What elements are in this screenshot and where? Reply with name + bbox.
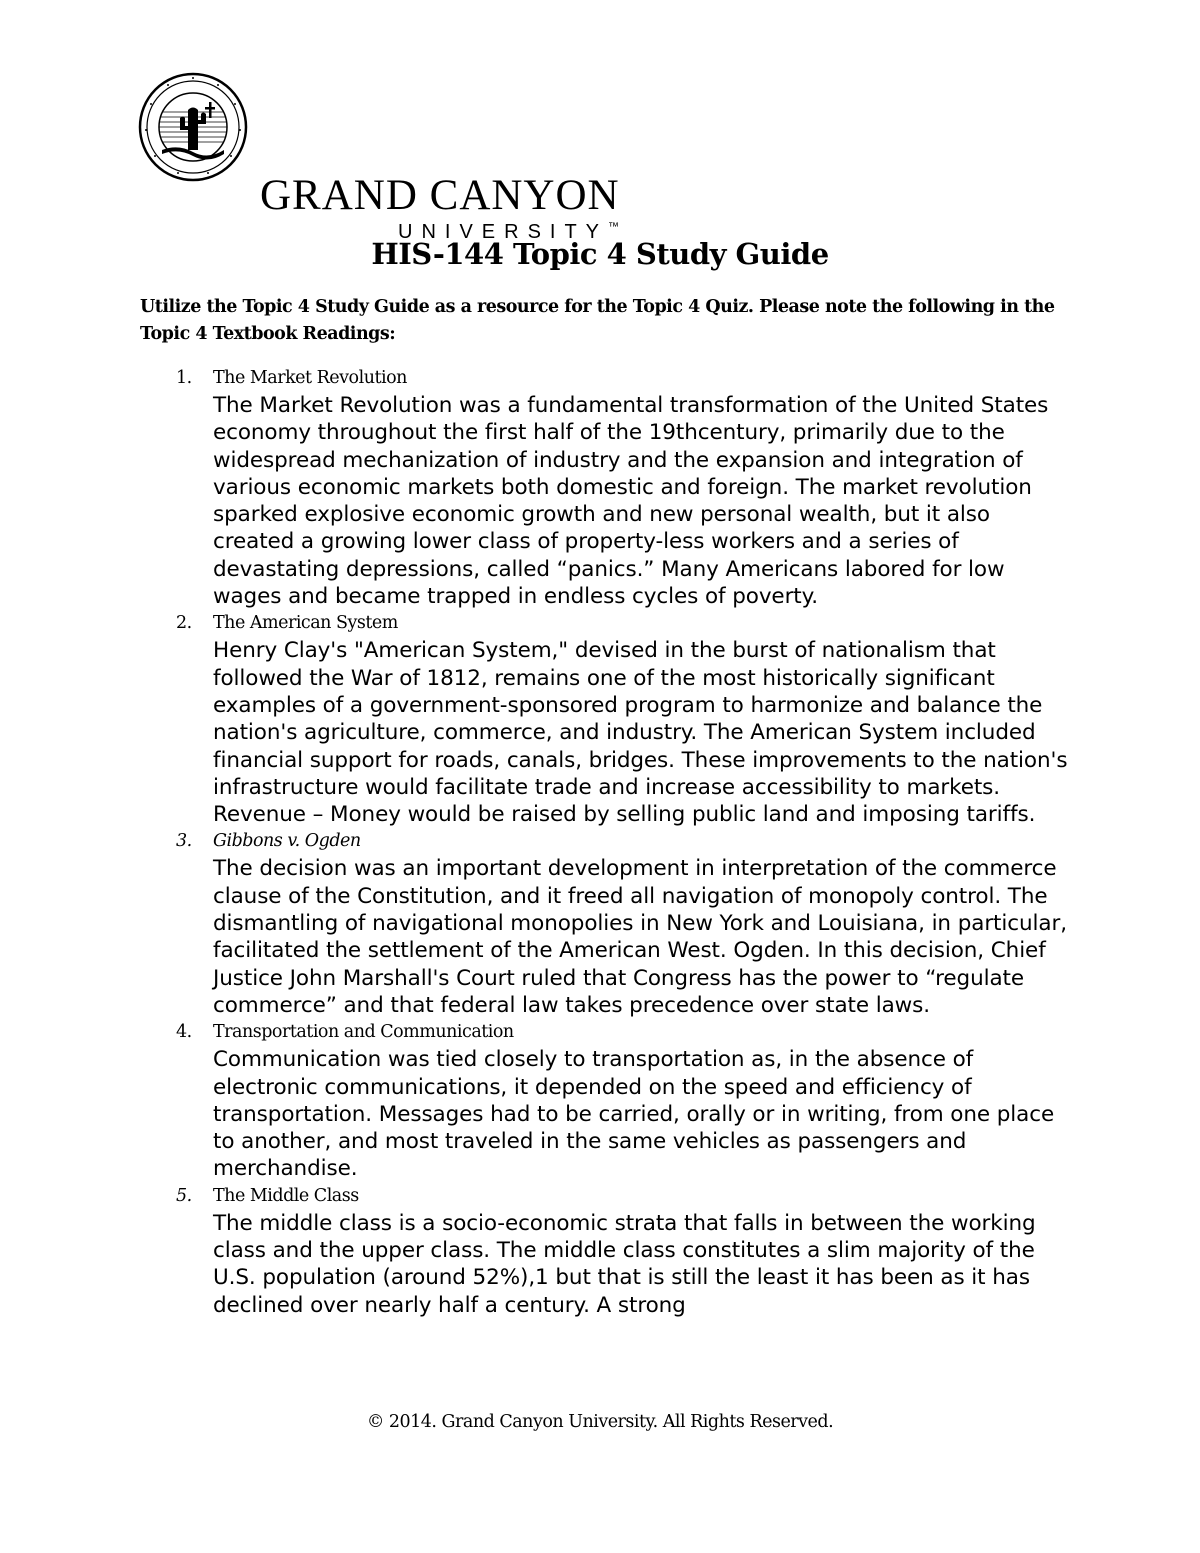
list-item <box>140 610 1070 828</box>
university-seal-icon <box>138 72 248 182</box>
list-item <box>140 1019 1070 1182</box>
list-item <box>140 828 1070 1019</box>
brand-name: GRAND CANYON <box>260 172 620 219</box>
item-number: 2. <box>176 613 192 634</box>
item-body: The middle class is a socio-economic strata that falls in between the working class and the upper class. The middle class constitutes a slim majority of the U.S. population (around 52%),1 but that is still the least it has been as it has declined over nearly half a century. A strong <box>213 1210 1036 1318</box>
item-heading: The Market Revolution <box>213 368 407 388</box>
item-body: Henry Clay's "American System," devised in the burst of nationalism that followed the War of 1812, remains one of the most historically significant examples of a government-sponsored program to harmonize and balance the nation's agriculture, commerce, and industry. The American System included financial support for roads, canals, bridges. These improvements to the nation's infrastructure would facilitate trade and increase accessibility to markets. Revenue – Money would be raised by selling public land and imposing tariffs. <box>213 638 1068 828</box>
item-body: The decision was an important development in interpretation of the commerce clause of the Constitution, and it freed all navigation of monopoly control. The dismantling of navigational monopolies in New York and Louisiana, in particular, facilitated the settlement of the American West. Ogden. In this decision, Chief Justice John Marshall's Court ruled that Congress has the power to “regulate commerce” and that federal law takes precedence over state laws. <box>213 856 1067 1018</box>
item-body: The Market Revolution was a fundamental transformation of the United States economy throughout the first half of the 19thcentury, primarily due to the widespread mechanization of industry and the expansion and integration of various economic markets both domestic and foreign. The market revolution sparked explosive economic growth and new personal wealth, but it also created a growing lower class of property-less workers and a series of devastating depressions, called “panics.” Many Americans labored for low wages and became trapped in endless cycles of poverty. <box>213 393 1049 610</box>
trademark-mark: ™ <box>608 221 620 233</box>
item-number: 4. <box>176 1022 192 1043</box>
item-body: Communication was tied closely to transportation as, in the absence of electronic communications, it depended on the speed and efficiency of transportation. Messages had to be carried, orally or in writing, from one place to another, and most traveled in the same vehicles as passengers and merchandise. <box>213 1047 1055 1182</box>
item-heading: Transportation and Communication <box>213 1022 514 1043</box>
item-heading: Gibbons v. Ogden <box>213 831 361 852</box>
university-logo <box>138 72 620 243</box>
list-item <box>140 1183 1070 1319</box>
page-title: HIS-144 Topic 4 Study Guide <box>371 237 829 271</box>
item-heading: The American System <box>213 613 398 634</box>
topic-list <box>140 365 1070 1319</box>
intro-paragraph: Utilize the Topic 4 Study Guide as a resource for the Topic 4 Quiz. Please note the following in the Topic 4 Textbook Readings: <box>140 297 1055 344</box>
copyright-footer: © 2014. Grand Canyon University. All Rights Reserved. <box>366 1412 834 1432</box>
item-heading: The Middle Class <box>213 1185 359 1206</box>
item-number: 5. <box>176 1185 192 1206</box>
brand-sub-text: UNIVERSITY <box>398 221 609 243</box>
item-number: 1. <box>176 368 192 388</box>
item-number: 3. <box>176 831 192 852</box>
list-item <box>140 365 1070 610</box>
